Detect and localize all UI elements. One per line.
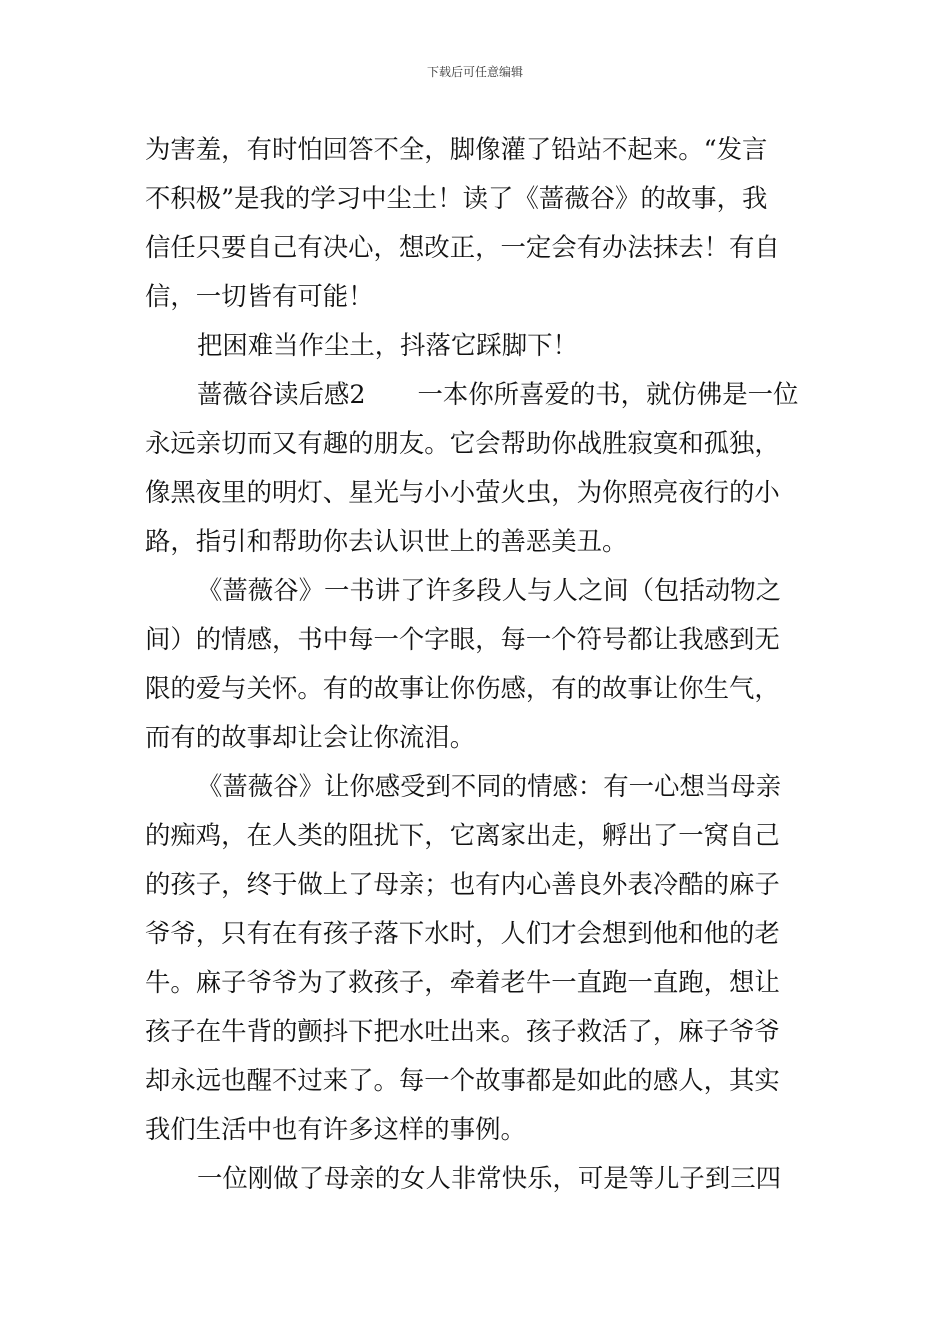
text-line-content: 《蔷薇谷》一书讲了许多段人与人之间（包括动物之	[197, 575, 781, 605]
text-line-content: 牛。麻子爷爷为了救孩子，牵着老牛一直跑一直跑，想让	[145, 967, 780, 997]
text-line	[145, 125, 807, 174]
text-line	[145, 1007, 807, 1056]
text-line-content: 间）的情感，书中每一个字眼，每一个符号都让我感到无	[145, 624, 780, 654]
document-body	[145, 125, 807, 1203]
text-line	[145, 664, 807, 713]
text-line	[145, 1105, 807, 1154]
text-line-content: 孩子在牛背的颤抖下把水吐出来。孩子救活了，麻子爷爷	[145, 1016, 780, 1046]
text-line-content: 而有的故事却让会让你流泪。	[145, 722, 476, 752]
text-line-content: 像黑夜里的明灯、星光与小小萤火虫，为你照亮夜行的小	[145, 477, 780, 507]
text-line	[145, 272, 807, 321]
text-line-content: 把困难当作尘土，抖落它踩脚下！	[197, 330, 578, 360]
text-line-content: 的孩子，终于做上了母亲；也有内心善良外表冷酷的麻子	[145, 869, 780, 899]
text-line	[145, 321, 807, 370]
text-line-content: 的痴鸡，在人类的阻扰下，它离家出走，孵出了一窝自己	[145, 820, 780, 850]
text-line-content: 蔷薇谷读后感2	[197, 379, 366, 409]
text-line	[145, 1056, 807, 1105]
text-line-content: 一位刚做了母亲的女人非常快乐，可是等儿子到三四	[197, 1163, 781, 1193]
text-line-content: 爷爷，只有在有孩子落下水时，人们才会想到他和他的老	[145, 918, 780, 948]
text-line-content: 我们生活中也有许多这样的事例。	[145, 1114, 526, 1144]
text-line-content: 限的爱与关怀。有的故事让你伤感，有的故事让你生气，	[145, 673, 780, 703]
text-line-content: 为害羞，有时怕回答不全，脚像灌了铅站不起来。“发言	[145, 134, 768, 164]
text-line-content: 却永远也醒不过来了。每一个故事都是如此的感人，其实	[145, 1065, 780, 1095]
text-line	[145, 860, 807, 909]
text-line-continuation: 一本你所喜爱的书，就仿佛是一位	[417, 379, 799, 409]
text-line-content: 路，指引和帮助你去认识世上的善恶美丑。	[145, 526, 628, 556]
text-line	[145, 958, 807, 1007]
text-line	[145, 811, 807, 860]
text-line	[145, 517, 807, 566]
text-line-content: 信任只要自己有决心，想改正，一定会有办法抹去！有自	[145, 232, 780, 262]
text-line-content: 信，一切皆有可能！	[145, 281, 374, 311]
text-line	[145, 174, 807, 223]
text-line	[145, 419, 807, 468]
text-line-content: 永远亲切而又有趣的朋友。它会帮助你战胜寂寞和孤独，	[145, 428, 780, 458]
text-line	[145, 370, 807, 419]
text-line	[145, 1154, 807, 1203]
page-header: 下载后可任意编辑	[426, 65, 523, 79]
text-line	[145, 223, 807, 272]
text-line-content: 不积极”是我的学习中尘土！读了《蔷薇谷》的故事，我	[145, 183, 768, 213]
text-line	[145, 468, 807, 517]
text-line	[145, 615, 807, 664]
text-line-content: 《蔷薇谷》让你感受到不同的情感：有一心想当母亲	[197, 771, 781, 801]
text-line	[145, 762, 807, 811]
text-line	[145, 566, 807, 615]
text-line	[145, 909, 807, 958]
text-line	[145, 713, 807, 762]
